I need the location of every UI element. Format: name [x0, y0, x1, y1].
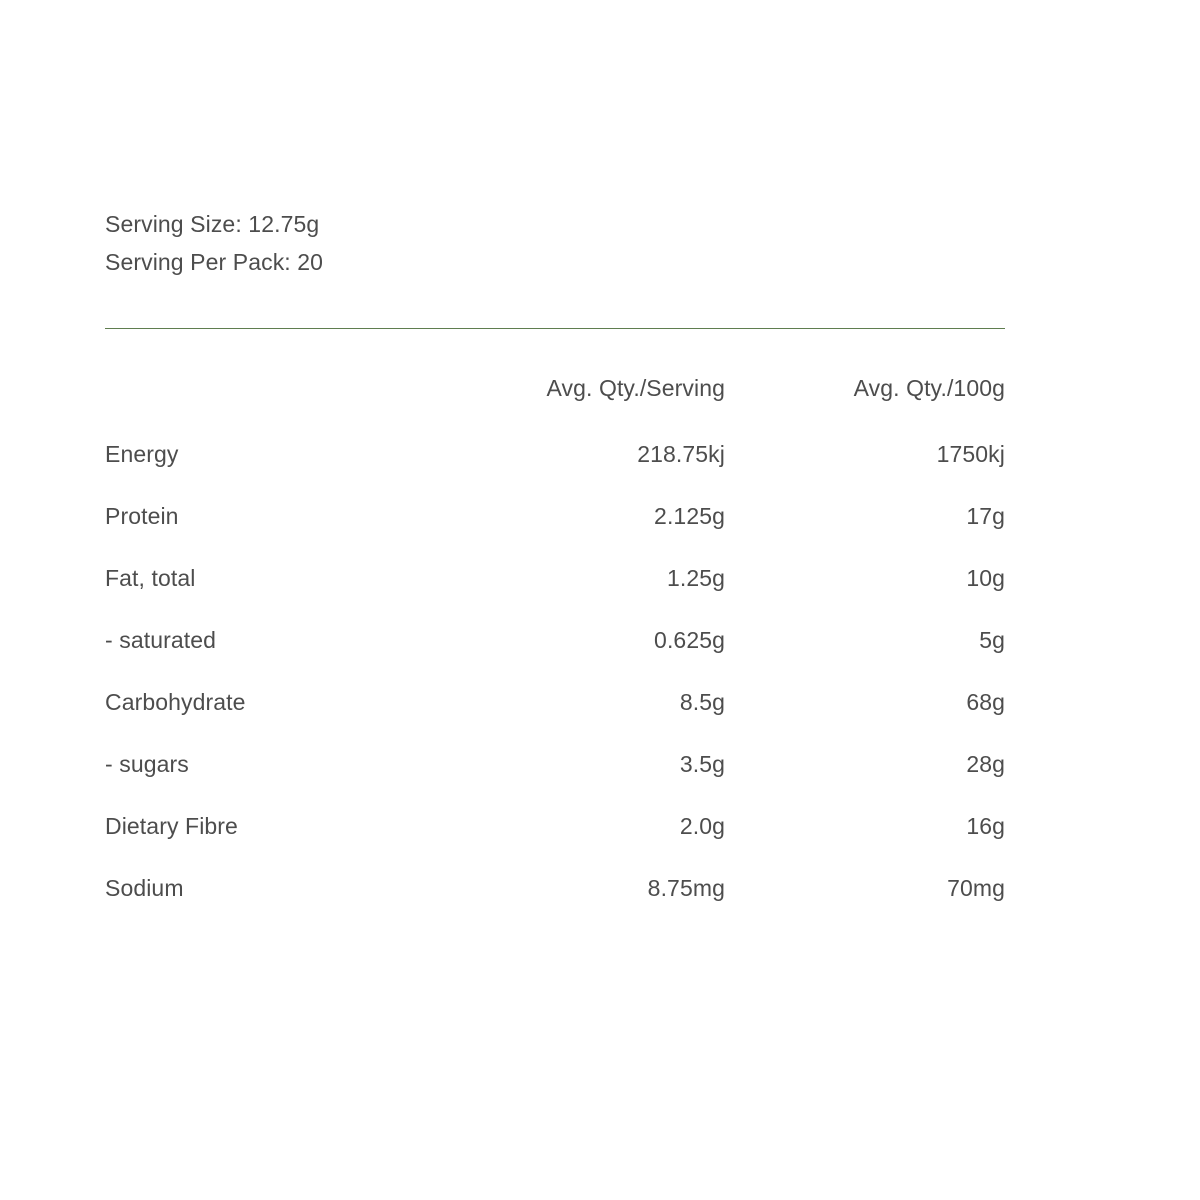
table-row [105, 857, 1005, 919]
table-row [105, 547, 1005, 609]
row-value-per-100g: 5g [979, 626, 1005, 653]
row-value-per-100g: 17g [966, 502, 1005, 529]
serving-info [105, 205, 1005, 281]
row-value-per-100g: 16g [966, 812, 1005, 839]
table-row [105, 423, 1005, 485]
nutrition-table-body [105, 423, 1005, 919]
nutrition-table-header [105, 353, 1005, 423]
row-value-per-100g: 10g [966, 564, 1005, 591]
table-row [105, 485, 1005, 547]
row-value-per-100g: 70mg [947, 874, 1005, 901]
row-nutrient-label: Energy [105, 440, 179, 467]
row-nutrient-label: - saturated [105, 626, 217, 653]
column-header-per-100g: Avg. Qty./100g [853, 374, 1005, 401]
column-header-nutrient [105, 353, 445, 423]
nutrition-panel [105, 205, 1005, 919]
nutrition-table [105, 353, 1005, 919]
row-nutrient-label: Sodium [105, 874, 184, 901]
row-nutrient-label: Dietary Fibre [105, 812, 238, 839]
row-nutrient-label: Fat, total [105, 564, 196, 591]
row-value-per-100g: 68g [966, 688, 1005, 715]
table-row [105, 609, 1005, 671]
row-nutrient-label: - sugars [105, 750, 189, 777]
row-value-per-serving: 8.75mg [647, 874, 725, 901]
row-value-per-serving: 8.5g [679, 688, 725, 715]
table-row [105, 733, 1005, 795]
section-divider [105, 328, 1005, 329]
serving-per-pack-text: Serving Per Pack: 20 [105, 249, 324, 275]
serving-size-text: Serving Size: 12.75g [105, 211, 320, 237]
row-value-per-serving: 2.125g [654, 502, 725, 529]
table-row [105, 795, 1005, 857]
row-nutrient-label: Protein [105, 502, 179, 529]
table-header-row [105, 353, 1005, 423]
row-nutrient-label: Carbohydrate [105, 688, 246, 715]
row-value-per-100g: 28g [966, 750, 1005, 777]
table-row [105, 671, 1005, 733]
row-value-per-serving: 3.5g [679, 750, 725, 777]
row-value-per-serving: 2.0g [679, 812, 725, 839]
column-header-per-serving: Avg. Qty./Serving [546, 374, 725, 401]
row-value-per-serving: 0.625g [654, 626, 725, 653]
row-value-per-serving: 218.75kj [637, 440, 725, 467]
row-value-per-serving: 1.25g [666, 564, 725, 591]
row-value-per-100g: 1750kj [936, 440, 1005, 467]
